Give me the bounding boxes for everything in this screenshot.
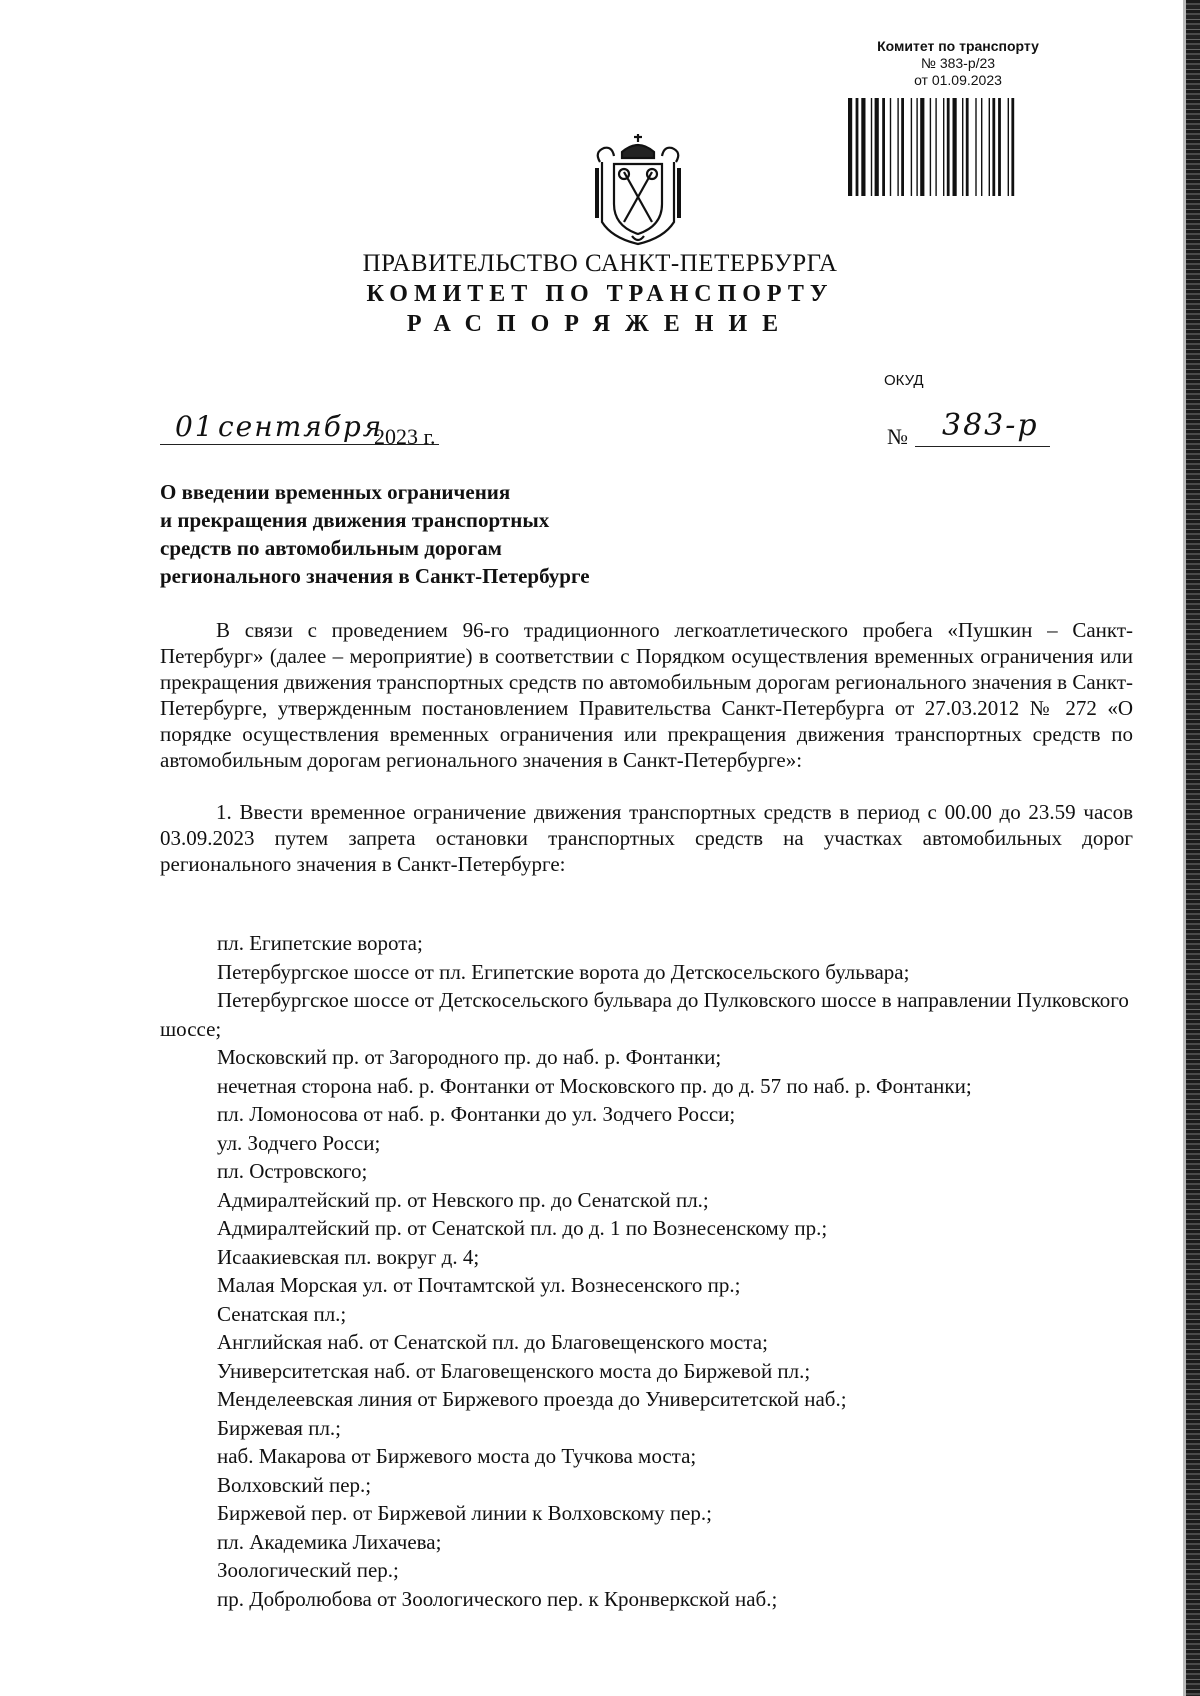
date-year: 2023 г. bbox=[374, 424, 436, 449]
date-day: 01 bbox=[175, 410, 215, 443]
list-item: Менделеевская линия от Биржевого проезда до Университетской наб.; bbox=[217, 1387, 847, 1411]
barcode-icon bbox=[846, 98, 1056, 196]
list-item: Московский пр. от Загородного пр. до наб. р. Фонтанки; bbox=[217, 1045, 722, 1069]
number-label: № bbox=[887, 424, 908, 449]
document-number: 383-р bbox=[942, 408, 1039, 443]
registration-stamp bbox=[838, 38, 1078, 89]
list-item: нечетная сторона наб. р. Фонтанки от Московского пр. до д. 57 по наб. р. Фонтанки; bbox=[217, 1073, 972, 1098]
title-line: О введении временных ограничения bbox=[160, 480, 511, 504]
list-item: Биржевая пл.; bbox=[217, 1415, 342, 1440]
document-type-heading: РАСПОРЯЖЕНИЕ bbox=[406, 311, 794, 337]
st-petersburg-coat-of-arms-icon bbox=[592, 132, 684, 250]
document-title bbox=[160, 478, 760, 590]
list-item: Английская наб. от Сенатской пл. до Благовещенского моста; bbox=[217, 1330, 768, 1354]
streets-list bbox=[160, 929, 1133, 1613]
list-item: пл. Островского; bbox=[217, 1159, 368, 1183]
title-line: регионального значения в Санкт-Петербурге bbox=[160, 564, 590, 588]
government-heading: ПРАВИТЕЛЬСТВО САНКТ-ПЕТЕРБУРГА bbox=[362, 250, 838, 277]
list-item: Петербургское шоссе от Детскосельского бульвара до Пулковского шоссе в направлении Пулковского шоссе; bbox=[160, 988, 1129, 1041]
stamp-line-2: № 383-р/23 bbox=[920, 55, 996, 71]
list-item: Волховский пер.; bbox=[217, 1472, 372, 1497]
list-item: пл. Ломоносова от наб. р. Фонтанки до ул. Зодчего Росси; bbox=[217, 1102, 736, 1126]
stamp-line-1: Комитет по транспорту bbox=[877, 38, 1039, 54]
item-1-paragraph: 1. Ввести временное ограничение движения транспортных средств в период с 00.00 до 23.59 часов 03.09.2023 путем запрета остановки транспортных средств на участках автомобильных дорог регионального значения в Санкт-Петербурге: bbox=[160, 800, 1133, 876]
list-item: пр. Добролюбова от Зоологического пер. к Кронверкской наб.; bbox=[217, 1586, 778, 1611]
committee-heading: КОМИТЕТ ПО ТРАНСПОРТУ bbox=[366, 281, 834, 307]
date-month: сентября bbox=[218, 410, 384, 443]
list-item: Адмиралтейский пр. от Сенатской пл. до д. 1 по Вознесенскому пр.; bbox=[217, 1216, 828, 1240]
document-body bbox=[160, 617, 1133, 877]
list-item: Малая Морская ул. от Почтамтской ул. Вознесенского пр.; bbox=[217, 1273, 741, 1297]
okud-label: ОКУД bbox=[884, 372, 924, 389]
number-underline bbox=[915, 446, 1050, 447]
list-item: Биржевой пер. от Биржевой линии к Волховскому пер.; bbox=[217, 1501, 713, 1525]
list-item: Сенатская пл.; bbox=[217, 1301, 347, 1326]
title-line: средств по автомобильным дорогам bbox=[160, 536, 502, 560]
list-item: Петербургское шоссе от пл. Египетские ворота до Детскосельского бульвара; bbox=[217, 959, 910, 984]
list-item: Зоологический пер.; bbox=[217, 1558, 399, 1582]
title-line: и прекращения движения транспортных bbox=[160, 508, 550, 532]
list-item: Адмиралтейский пр. от Невского пр. до Сенатской пл.; bbox=[217, 1187, 709, 1212]
list-item: пл. Египетские ворота; bbox=[217, 931, 423, 955]
list-item: пл. Академика Лихачева; bbox=[217, 1529, 442, 1554]
preamble-paragraph: В связи с проведением 96-го традиционного легкоатлетического пробега «Пушкин – Санкт-Петербург» (далее – мероприятие) в соответствии с Порядком осуществления временных ограничения или прекращения движения транспортных средств по автомобильным дорогам регионального значения в Санкт-Петербурге, утвержденным постановлением Правительства Санкт-Петербурга от 27.03.2012 № 272 «О порядке осуществления временных ограничения или прекращения движения транспортных средств по автомобильным дорогам регионального значения в Санкт-Петербурге»: bbox=[160, 618, 1133, 772]
list-item: ул. Зодчего Росси; bbox=[217, 1130, 381, 1155]
stamp-line-3: от 01.09.2023 bbox=[914, 72, 1002, 88]
list-item: Исаакиевская пл. вокруг д. 4; bbox=[217, 1244, 480, 1269]
list-item: Университетская наб. от Благовещенского моста до Биржевой пл.; bbox=[217, 1358, 811, 1383]
list-item: наб. Макарова от Биржевого моста до Тучкова моста; bbox=[217, 1444, 697, 1468]
